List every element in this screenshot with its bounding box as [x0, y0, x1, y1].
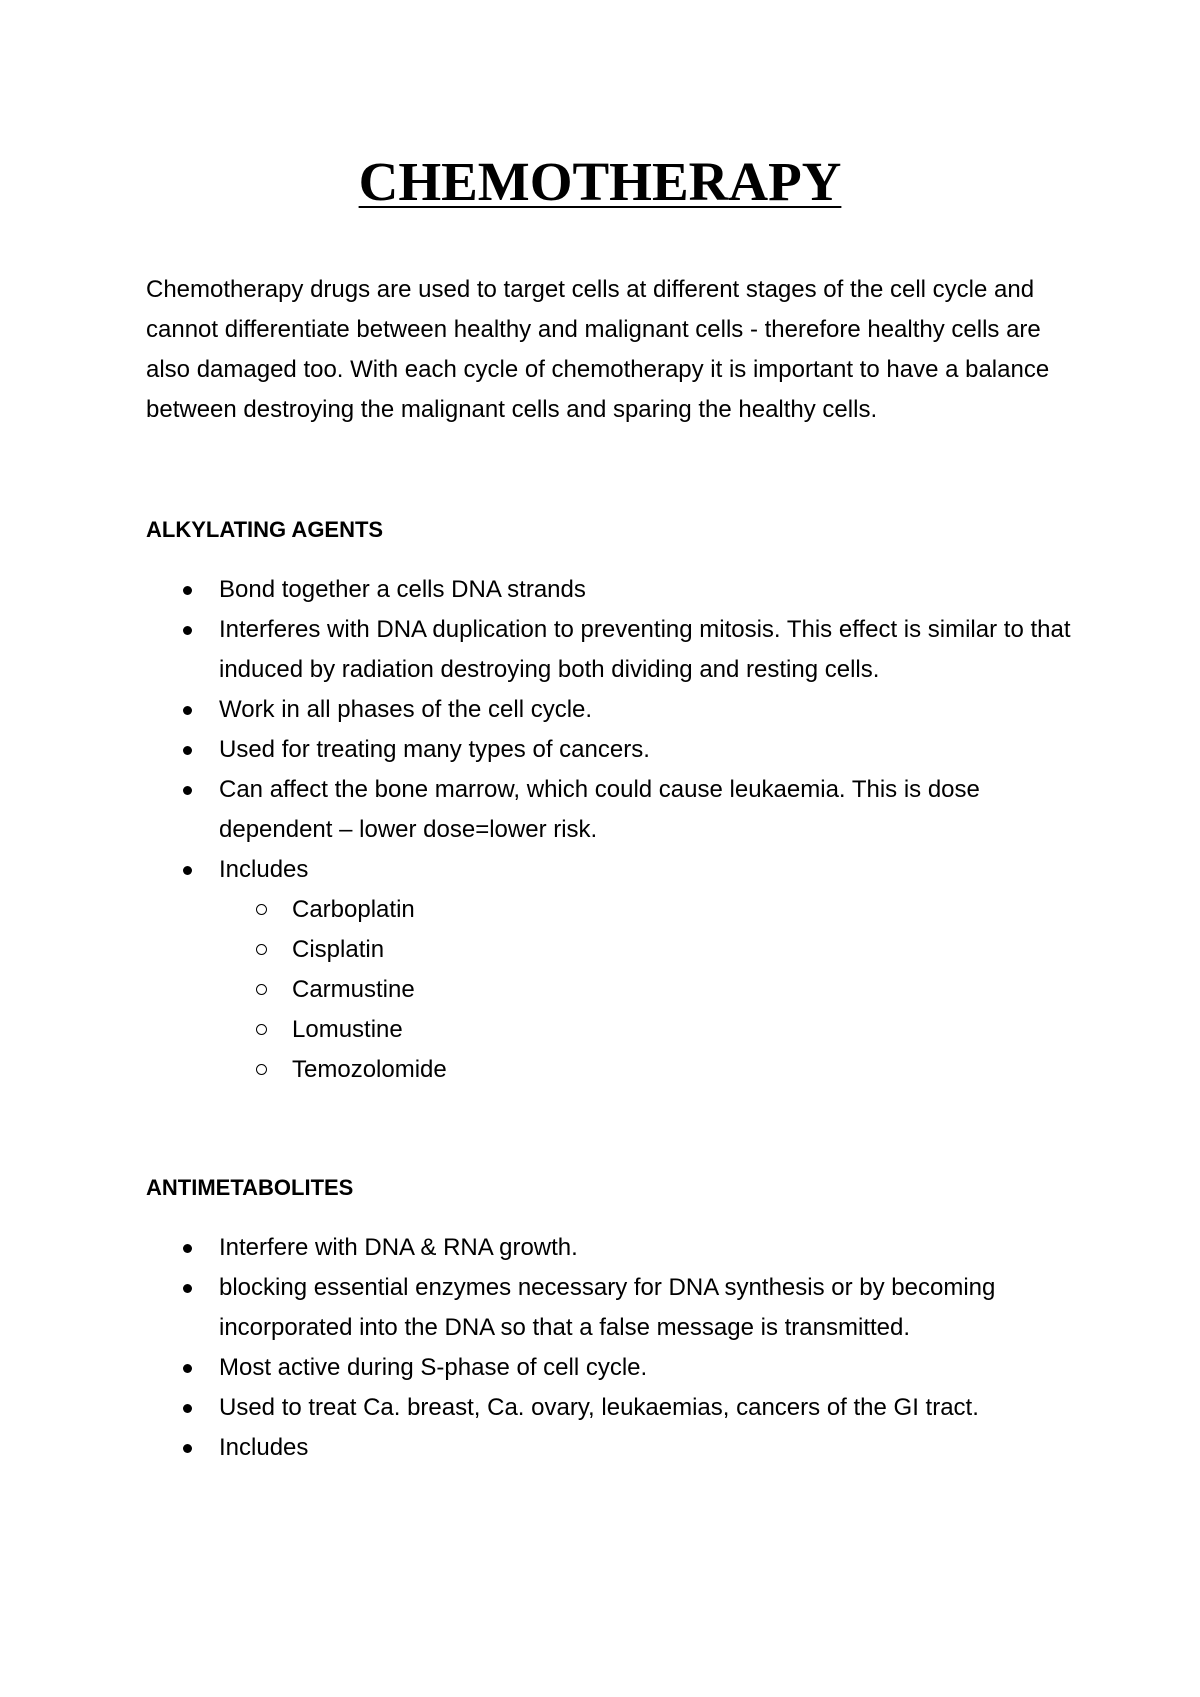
drug-name: Temozolomide: [292, 1056, 447, 1083]
list-item-includes: [219, 850, 1086, 1090]
list-item: [219, 770, 1086, 850]
drug-name: Lomustine: [292, 1016, 403, 1043]
bullet-icon: [183, 1364, 192, 1373]
drug-name: Carboplatin: [292, 896, 415, 923]
alkylating-agents-list: [146, 570, 1086, 1090]
circle-bullet-icon: [256, 1024, 267, 1035]
drug-item: [292, 890, 1086, 930]
list-item: [219, 730, 1086, 770]
list-item-text: Used for treating many types of cancers.: [219, 736, 650, 763]
list-item-text: Interfere with DNA & RNA growth.: [219, 1234, 578, 1261]
drug-item: [292, 930, 1086, 970]
list-item: [219, 570, 1086, 610]
circle-bullet-icon: [256, 1064, 267, 1075]
antimetabolites-list: [146, 1228, 1086, 1468]
bullet-icon: [183, 866, 192, 875]
list-item-text: Can affect the bone marrow, which could cause leukaemia. This is dose dependent – lower dose=lower risk.: [219, 776, 980, 843]
circle-bullet-icon: [256, 984, 267, 995]
bullet-icon: [183, 786, 192, 795]
bullet-icon: [183, 1244, 192, 1253]
drug-item: [292, 1050, 1086, 1090]
list-item: [219, 1388, 1086, 1428]
list-item-text: blocking essential enzymes necessary for DNA synthesis or by becoming incorporated into the DNA so that a false message is transmitted.: [219, 1274, 996, 1341]
circle-bullet-icon: [256, 904, 267, 915]
bullet-icon: [183, 746, 192, 755]
drug-item: [292, 1010, 1086, 1050]
document-title: [0, 150, 1200, 214]
list-item: [219, 610, 1086, 690]
list-item-text: Bond together a cells DNA strands: [219, 576, 586, 603]
drug-name: Cisplatin: [292, 936, 385, 963]
document-body: [146, 270, 1086, 1468]
bullet-icon: [183, 706, 192, 715]
list-item-text: Includes: [219, 856, 309, 883]
list-item: [219, 690, 1086, 730]
document-title-text: CHEMOTHERAPY: [358, 151, 842, 212]
list-item-text: Used to treat Ca. breast, Ca. ovary, leukaemias, cancers of the GI tract.: [219, 1394, 979, 1421]
section-heading-alkylating-agents: ALKYLATING AGENTS: [146, 517, 384, 542]
bullet-icon: [183, 1404, 192, 1413]
bullet-icon: [183, 1444, 192, 1453]
list-item-text: Most active during S-phase of cell cycle.: [219, 1354, 648, 1381]
list-item-text: Includes: [219, 1434, 309, 1461]
drug-item: [292, 970, 1086, 1010]
drug-name: Carmustine: [292, 976, 415, 1003]
list-item: [219, 1348, 1086, 1388]
alkylating-agents-drug-list: [219, 890, 1086, 1090]
list-item: [219, 1228, 1086, 1268]
list-item-text: Work in all phases of the cell cycle.: [219, 696, 593, 723]
list-item-includes: [219, 1428, 1086, 1468]
list-item: [219, 1268, 1086, 1348]
section-heading-antimetabolites: ANTIMETABOLITES: [146, 1175, 354, 1200]
intro-paragraph: Chemotherapy drugs are used to target cells at different stages of the cell cycle and cannot differentiate between healthy and malignant cells - therefore healthy cells are also damaged too. With each cycle of chemotherapy it is important to have a balance between destroying the malignant cells and sparing the healthy cells.: [146, 276, 1050, 423]
circle-bullet-icon: [256, 944, 267, 955]
bullet-icon: [183, 626, 192, 635]
bullet-icon: [183, 586, 192, 595]
list-item-text: Interferes with DNA duplication to preventing mitosis. This effect is similar to that induced by radiation destroying both dividing and resting cells.: [219, 616, 1071, 683]
bullet-icon: [183, 1284, 192, 1293]
